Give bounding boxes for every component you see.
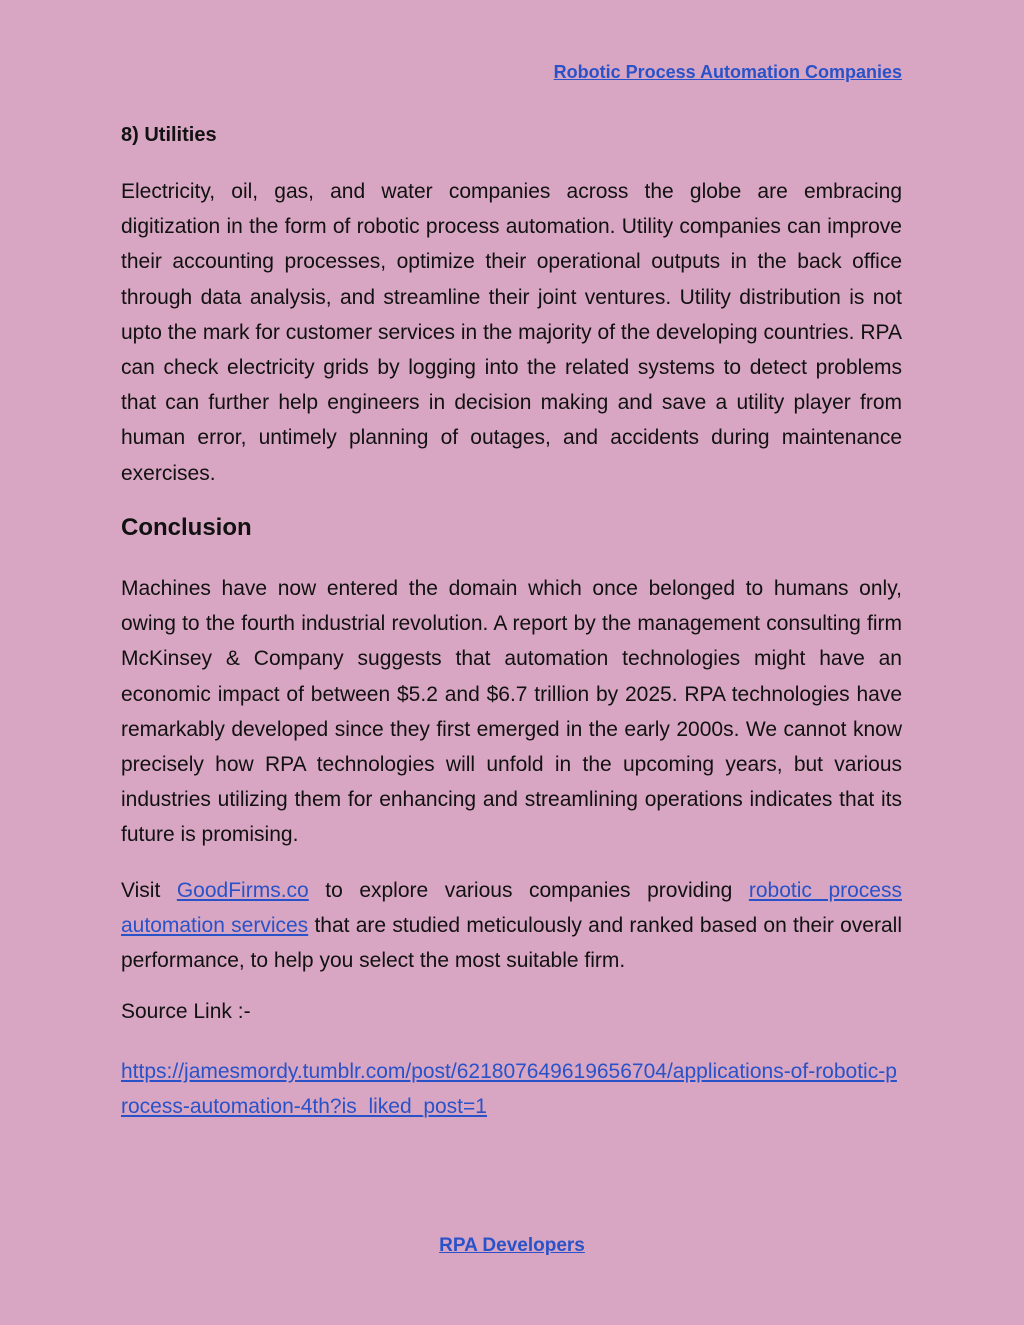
section-heading-utilities: 8) Utilities [121,124,217,146]
visit-middle: to explore various companies providing [308,879,749,902]
footer-link-rpa-developers[interactable]: RPA Developers [439,1235,585,1256]
header-link-rpa-companies[interactable]: Robotic Process Automation Companies [553,62,902,82]
goodfirms-link[interactable]: GoodFirms.co [176,879,309,902]
conclusion-heading: Conclusion [121,514,252,541]
source-label: Source Link :- [121,1000,251,1023]
visit-prefix: Visit [121,879,177,902]
source-url-link[interactable]: https://jamesmordy.tumblr.com/post/621807649619656704/applications-of-robotic-process-automation-4th?is_liked_post=1 [121,1060,897,1119]
utilities-paragraph: Electricity, oil, gas, and water companies across the globe are embracing digitization in the form of robotic process automation. Utility companies can improve their accounting processes, optimize their operational outputs in the back office through data analysis, and streamline their joint ventures. Utility distribution is not upto the mark for customer services in the majority of the developing countries. RPA can check electricity grids by logging into the related systems to detect problems that can further help engineers in decision making and save a utility player from human error, untimely planning of outages, and accidents during maintenance exercises. [121,180,902,485]
conclusion-paragraph: Machines have now entered the domain which once belonged to humans only, owing to the fourth industrial revolution. A report by the management consulting firm McKinsey & Company suggests that automation technologies might have an economic impact of between $5.2 and $6.7 trillion by 2025. RPA technologies have remarkably developed since they first emerged in the early 2000s. We cannot know precisely how RPA technologies will unfold in the upcoming years, but various industries utilizing them for enhancing and streamlining operations indicates that its future is promising. [121,577,902,847]
visit-paragraph [121,873,902,979]
visit-suffix: that are studied meticulously and ranked based on their overall performance, to help you select the most suitable firm. [121,914,902,973]
footer [0,1235,1024,1257]
rpa-services-link[interactable]: robotic process automation services [121,879,902,938]
